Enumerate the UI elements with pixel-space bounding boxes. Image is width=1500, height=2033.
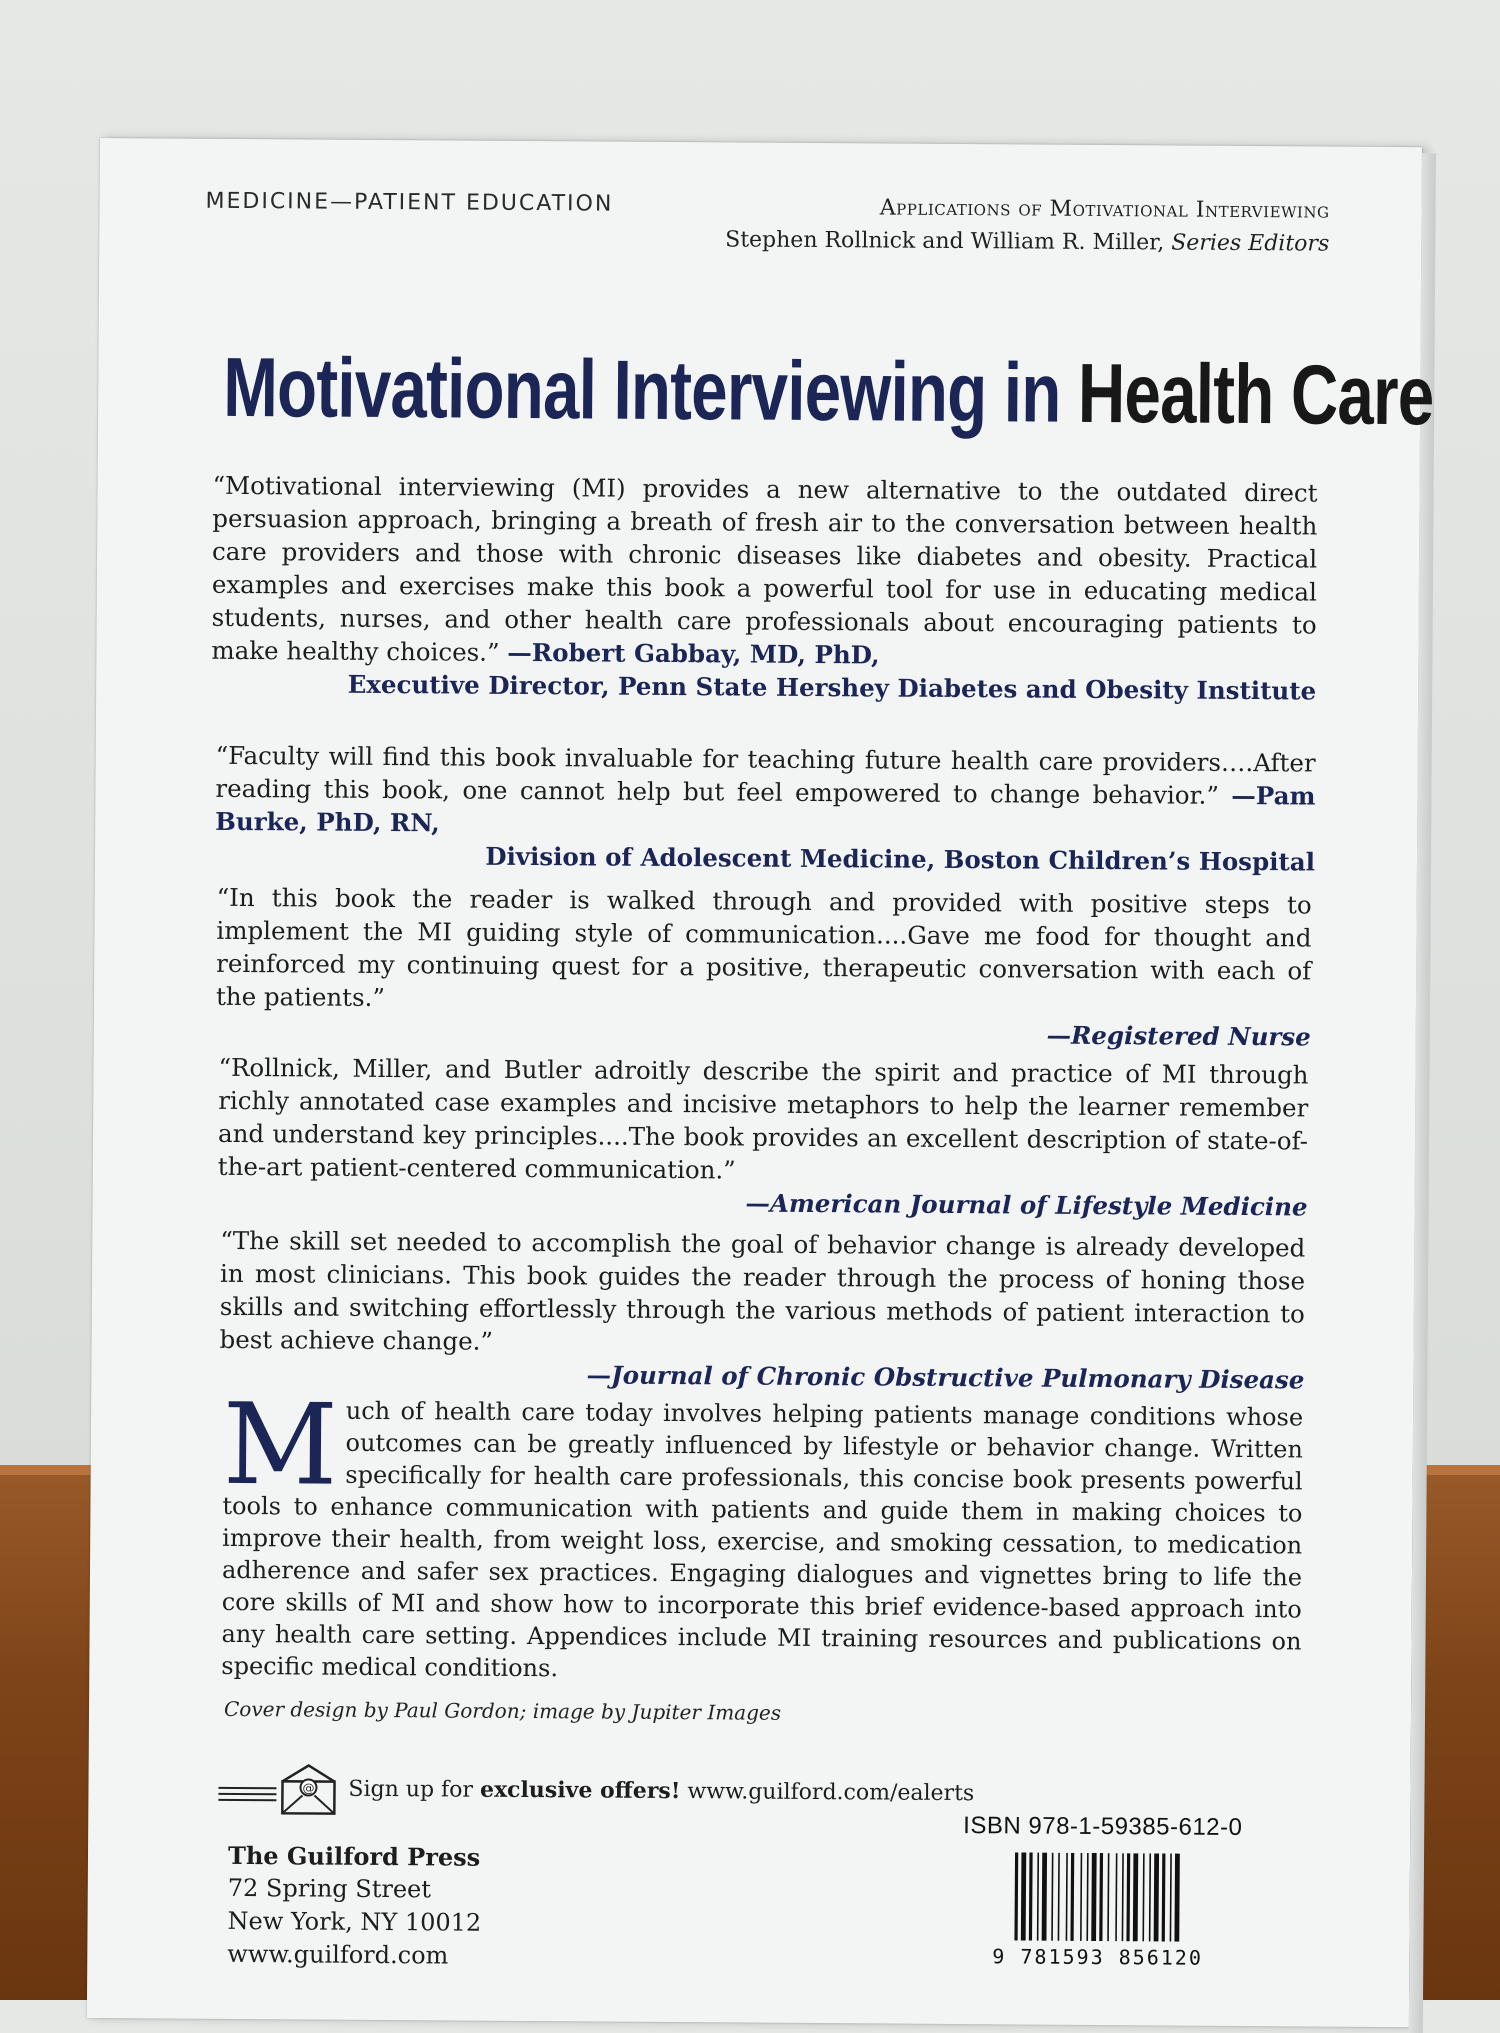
publisher-web: www.guilford.com xyxy=(227,1939,449,1970)
signup-url: www.guilford.com/ealerts xyxy=(687,1779,975,1807)
quote-attribution: —Pam Burke, PhD, RN, xyxy=(215,780,1316,838)
series-editors-role: Series Editors xyxy=(1171,230,1330,257)
barcode-digits: 9 781593 856120 xyxy=(992,1944,1204,1970)
book-back-cover xyxy=(87,138,1434,2027)
review-quote xyxy=(216,881,1312,1054)
category-label: MEDICINE—PATIENT EDUCATION xyxy=(205,188,614,217)
quote-attribution: —Robert Gabbay, MD, PhD, xyxy=(507,637,880,670)
svg-text:@: @ xyxy=(302,1780,315,1796)
publisher-name: The Guilford Press xyxy=(227,1840,481,1872)
quote-attribution: —American Journal of Lifestyle Medicine xyxy=(745,1188,1308,1222)
quote-text: “In this book the reader is walked through and provided with positive steps to implement the MI guiding style of communication....Gave me food for thought and reinforced my continuing quest for a positive, therapeutic conversation with each of the patients.” xyxy=(215,882,1312,1013)
book-description xyxy=(221,1379,1304,1690)
publisher-city: New York, NY 10012 xyxy=(227,1906,482,1937)
quote-text: “Motivational interviewing (MI) provides a new alternative to the outdated direct persuasion approach, bringing a breath of fresh air to the conversation between health care providers and those with chronic diseases like diabetes and obesity. Practical examples and exercises make this book a powerful tool for use in educating medical students, nurses, and other health care professionals about encouraging patients to make healthy choices.” xyxy=(211,470,1318,667)
series-editors-names: Stephen Rollnick and William R. Miller, xyxy=(725,227,1165,256)
book-title-part1: Motivational Interviewing in xyxy=(222,339,1061,440)
quote-attribution: —Registered Nurse xyxy=(1046,1020,1311,1052)
series-title: Applications of Motivational Interviewing xyxy=(879,195,1330,224)
review-quote xyxy=(219,1224,1305,1397)
signup-prefix: Sign up for xyxy=(348,1776,474,1803)
speed-lines-icon xyxy=(218,1787,276,1805)
quote-attribution: —Journal of Chronic Obstructive Pulmonary Disease xyxy=(586,1360,1305,1395)
review-quote xyxy=(215,739,1316,879)
publisher-block xyxy=(227,1839,482,1973)
email-envelope-icon xyxy=(280,1763,336,1815)
quote-text: “The skill set needed to accomplish the goal of behavior change is already developed in most clinicians. This book guides the reader through the process of honing those skills and switching effortlessly through the various methods of patient interaction to best achieve change.” xyxy=(219,1225,1306,1356)
quote-text: “Faculty will find this book invaluable for teaching future health care providers….After reading this book, one cannot help but feel empowered to change behavior.” xyxy=(215,740,1316,810)
drop-cap: M xyxy=(222,1379,339,1511)
description-text: uch of health care today involves helping patients manage conditions whose outcomes can be greatly influenced by lifestyle or behavior change. Written specifically for health care professionals, this concise book presents powerful tools to enhance communication with patients and guide them in making choices to improve their health, from weight loss, exercise, and smoking cessation, to medication adherence and safer sex practices. Engaging dialogues and vignettes bring to life the core skills of MI and show how to incorporate this brief evidence-based approach into any health care setting. Appendices include MI training resources and publications on specific medical conditions. xyxy=(221,1396,1304,1683)
series-info xyxy=(725,194,1330,256)
cover-credit: Cover design by Paul Gordon; image by Jupiter Images xyxy=(223,1696,782,1725)
signup-text xyxy=(348,1776,974,1806)
signup-bold: exclusive offers! xyxy=(479,1776,681,1805)
quote-text: “Rollnick, Miller, and Butler adroitly describe the spirit and practice of MI through richly annotated case examples and incisive metaphors to help the learner remember and understand key principles....The book provides an excellent description of state-of-the-art patient-centered communication.” xyxy=(217,1052,1309,1185)
isbn-label: ISBN 978-1-59385-612-0 xyxy=(963,1812,1243,1842)
book-title-part2: Health Care xyxy=(1077,345,1434,443)
signup-banner xyxy=(218,1759,975,1824)
quote-affiliation: Executive Director, Penn State Hershey Diabetes and Obesity Institute xyxy=(347,669,1317,706)
series-editors xyxy=(725,227,1329,256)
review-quote xyxy=(211,469,1318,708)
quote-affiliation: Division of Adolescent Medicine, Boston Children’s Hospital xyxy=(485,841,1316,877)
book-title xyxy=(222,339,1434,443)
review-quote xyxy=(217,1051,1308,1224)
publisher-street: 72 Spring Street xyxy=(227,1873,432,1904)
